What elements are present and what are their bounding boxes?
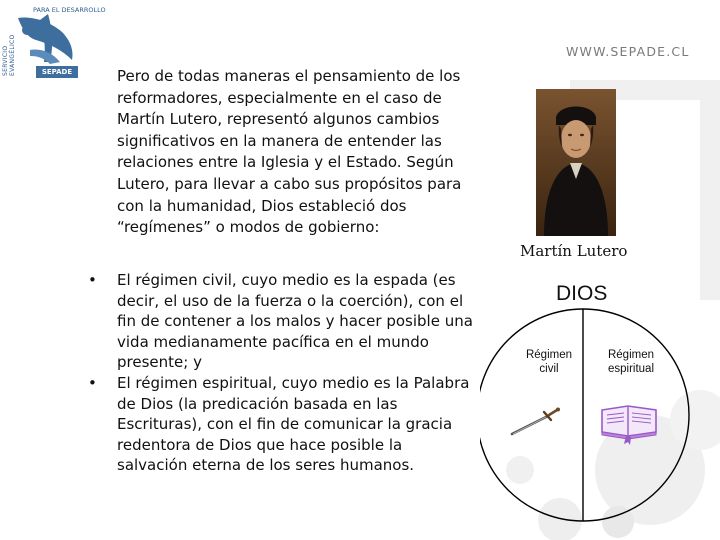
site-url[interactable]: WWW.SEPADE.CL	[566, 44, 690, 59]
logo-brand: SEPADE	[36, 66, 78, 78]
luther-portrait	[536, 89, 616, 236]
list-item	[88, 373, 473, 476]
logo-side-text: SERVICIO EVANGÉLICO	[2, 34, 16, 76]
intro-paragraph: Pero de todas maneras el pensamiento de los reformadores, especialmente en el caso de Martín Lutero, representó algunos cambios significativos en la manera de entender las relaciones entre la Iglesia y el Estado. Según Lutero, para llevar a cabo sus propósitos para con la humanidad, Dios estableció dos “regímenes” o modos de gobierno:	[117, 67, 462, 237]
sepade-logo[interactable]	[0, 0, 106, 82]
diagram-label-civil: Régimen civil	[525, 349, 573, 375]
portrait-caption: Martín Lutero	[520, 242, 628, 260]
diagram-title: DIOS	[556, 282, 608, 305]
bullet-text: El régimen civil, cuyo medio es la espada (es decir, el uso de la fuerza o la coerción), con el fin de contener a los malos y hacer posible una vida medianamente pacífica en el mundo presente; y	[117, 271, 473, 372]
list-item	[88, 270, 473, 373]
logo-tagline: PARA EL DESARROLLO	[33, 6, 106, 14]
bullet-marker: •	[88, 373, 97, 392]
bible-icon	[598, 402, 660, 446]
sword-icon	[508, 406, 562, 438]
bullet-text: El régimen espiritual, cuyo medio es la Palabra de Dios (la predicación basada en las Escrituras), con el fin de comunicar la gracia redentora de Dios que hace posible la salvación eterna de los seres humanos.	[117, 373, 470, 475]
regimes-list	[88, 270, 473, 476]
bullet-marker: •	[88, 271, 97, 289]
diagram-label-espiritual: Régimen espiritual	[607, 349, 655, 375]
